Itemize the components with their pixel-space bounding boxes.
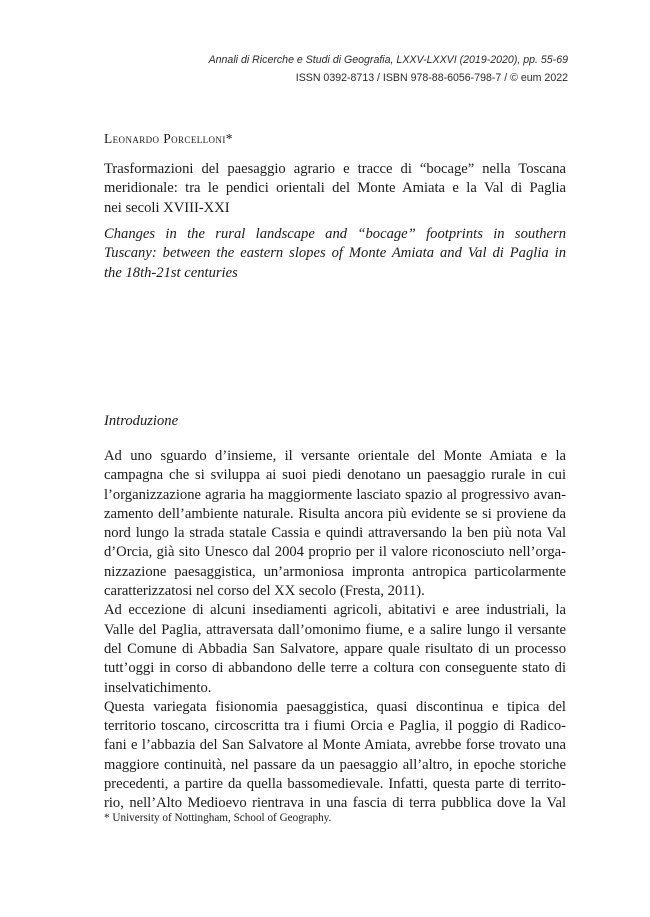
text-line: Ad uno sguardo d’insieme, il versante orientale del Monte Amiata e la [104,448,566,464]
text-line: precedenti, a partire da quella bassomedievale. Infatti, questa parte di territo- [104,776,566,793]
text-line: tutt’oggi in corso di abbandono delle terre a coltura con conseguente stato di [104,660,566,677]
text-line: rio, nell’Alto Medioevo rientrava in una fascia di terra pubblica dove la Val [104,795,566,812]
text-line: Valle del Paglia, attraversata dall’omonimo fiume, e a salire lungo il versante [104,621,566,638]
title-en-line: Tuscany: between the eastern slopes of Monte Amiata and Val di Paglia in [104,245,566,262]
text-line: d’Orcia, già sito Unesco dal 2004 proprio per il valore riconosciuto nell’orga- [104,544,566,561]
text-line: campagna che si sviluppa ai suoi piedi denotano un paesaggio rurale in cui [104,467,566,484]
text-line: l’organizzazione agraria ha maggiormente lasciato spazio al progressivo avan- [104,486,566,503]
article-title-italian [104,160,566,218]
text-line: nizzazione paesaggistica, un’armoniosa impronta antropica particolarmente [104,563,566,580]
text-line: Ad eccezione di alcuni insediamenti agricoli, abitativi e aree industriali, la [104,602,566,619]
journal-header [209,51,568,87]
paragraph [104,447,566,601]
text-line: del Comune di Abbadia San Salvatore, appare quale risultato di un processo [104,640,566,657]
text-line: maggiore continuità, nel passare da un paesaggio all’altro, in epoche storiche [104,756,566,773]
text-line: inselvatichimento. [104,679,212,696]
title-it-line: meridionale: tra le pendici orientali del Monte Amiata e la Val di Paglia [104,180,566,197]
paragraph [104,601,566,697]
footnote: * University of Nottingham, School of Geography. [104,812,332,824]
text-line: nord lungo la strada statale Cassia e quindi attraversando la ben più nota Val [104,525,566,542]
paragraph [104,698,566,814]
title-it-line: nei secoli XVIII-XXI [104,199,230,216]
text-line: Questa variegata fisionomia paesaggistica, quasi discontinua e tipica del [104,698,566,715]
body-text [104,447,566,814]
title-en-line: the 18th-21st centuries [104,264,238,281]
text-line: fani e l’abbazia del San Salvatore al Monte Amiata, avrebbe forse trovato una [104,737,566,754]
text-line: zamento dell’ambiente naturale. Risulta ancora più evidente se si proviene da [104,505,566,522]
journal-citation: Annali di Ricerche e Studi di Geografia, LXXV-LXXVI (2019-2020), pp. 55-69 [208,54,568,66]
section-heading: Introduzione [104,413,179,429]
title-it-line: Trasformazioni del paesaggio agrario e tracce di “bocage” nella Toscana [104,161,566,177]
article-title-english [104,225,566,283]
text-line: caratterizzatosi nel corso del XX secolo (Fresta, 2011). [104,583,425,600]
issn-isbn-line: ISSN 0392-8713 / ISBN 978-88-6056-798-7 / © eum 2022 [295,72,568,84]
author-name: Leonardo Porcelloni* [104,131,233,146]
title-en-line: Changes in the rural landscape and “bocage” footprints in southern [104,226,566,242]
text-line: territorio toscano, circoscritta tra i fiumi Orcia e Paglia, il poggio di Radico- [104,718,566,735]
